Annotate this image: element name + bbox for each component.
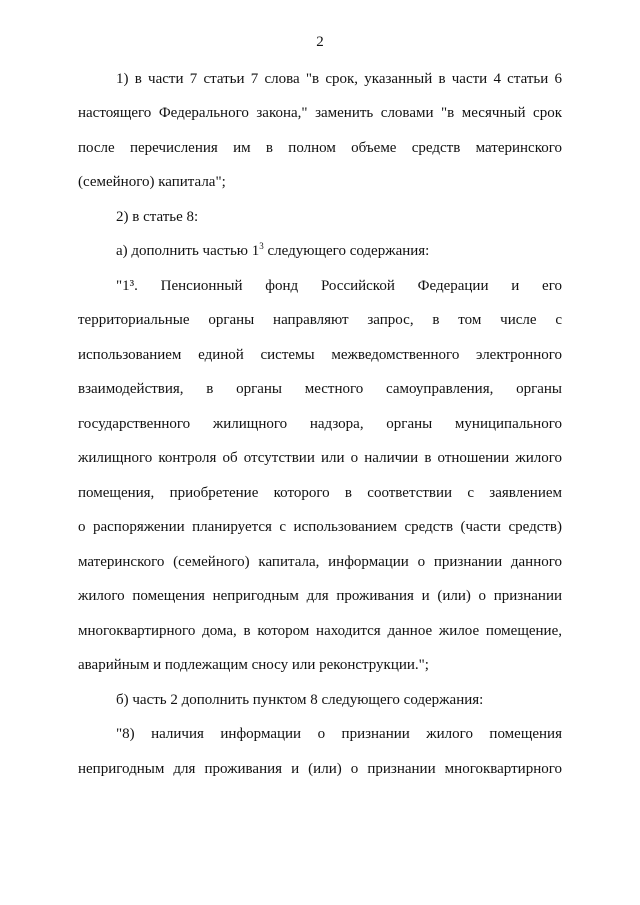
paragraph-line: 1) в части 7 статьи 7 слова "в срок, указанный в части 4 статьи 6: [116, 71, 562, 87]
superscript: 3: [259, 241, 264, 251]
paragraph-line: после перечисления им в полном объеме средств материнского: [78, 140, 562, 156]
paragraph-line: "8) наличия информации о признании жилого помещения: [116, 726, 562, 742]
paragraph-line: 2) в статье 8:: [116, 209, 199, 225]
paragraph-line: настоящего Федерального закона," заменить словами "в месячный срок: [78, 105, 562, 121]
paragraph-line: территориальные органы направляют запрос, в том числе с: [78, 312, 562, 328]
page-number: 2: [316, 34, 324, 50]
paragraph-line: б) часть 2 дополнить пунктом 8 следующего содержания:: [116, 692, 484, 708]
paragraph-line: "1³. Пенсионный фонд Российской Федерации и его: [116, 278, 562, 294]
paragraph-line: помещения, приобретение которого в соответствии с заявлением: [78, 485, 562, 501]
paragraph-line: жилого помещения непригодным для проживания и (или) о признании: [78, 588, 562, 604]
paragraph-line: использованием единой системы межведомственного электронного: [78, 347, 562, 363]
paragraph-line: взаимодействия, в органы местного самоуправления, органы: [78, 381, 562, 397]
paragraph-line: материнского (семейного) капитала, информации о признании данного: [78, 554, 562, 570]
paragraph-line: жилищного контроля об отсутствии или о наличии в отношении жилого: [78, 450, 562, 466]
paragraph-line: (семейного) капитала";: [78, 174, 226, 190]
paragraph-line: государственного жилищного надзора, органы муниципального: [78, 416, 562, 432]
line-text-part: следующего содержания:: [263, 243, 430, 259]
line-text-part: а) дополнить частью 1: [116, 243, 260, 259]
paragraph-line: о распоряжении планируется с использованием средств (части средств): [78, 519, 562, 535]
paragraph-line: многоквартирного дома, в котором находится данное жилое помещение,: [78, 623, 562, 639]
paragraph-line: аварийным и подлежащим сносу или реконструкции.";: [78, 657, 429, 673]
paragraph-line: [116, 242, 562, 260]
paragraph-line: непригодным для проживания и (или) о признании многоквартирного: [78, 761, 562, 777]
